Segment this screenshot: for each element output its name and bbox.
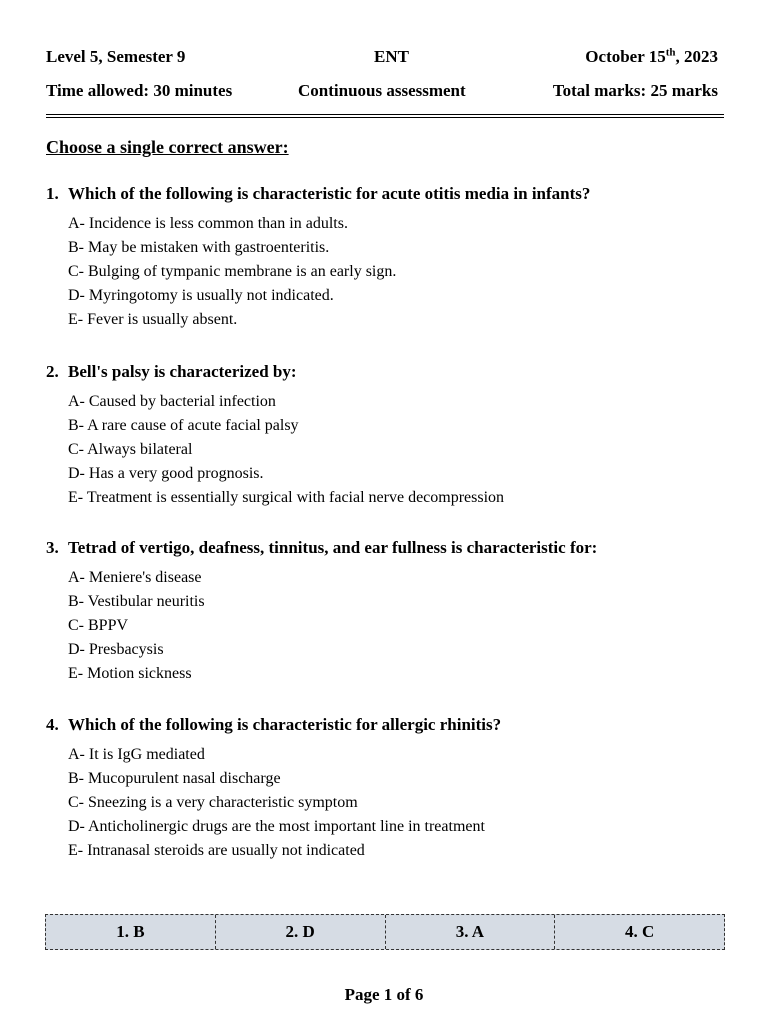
- option-c: C- Always bilateral: [68, 441, 193, 458]
- question-stem: Tetrad of vertigo, deafness, tinnitus, and ear fullness is characteristic for:: [68, 538, 598, 557]
- question-stem: Bell's palsy is characterized by:: [68, 362, 297, 381]
- option-d: D- Myringotomy is usually not indicated.: [68, 287, 334, 304]
- total-marks: Total marks: 25 marks: [552, 81, 718, 100]
- header-divider-top: [46, 114, 724, 115]
- date-suffix: , 2023: [675, 47, 718, 66]
- option-c: C- Sneezing is a very characteristic symptom: [68, 794, 358, 811]
- question-4: [46, 715, 736, 864]
- option-list: [68, 213, 736, 333]
- answer-key-table: [45, 914, 725, 950]
- question-text: [46, 184, 736, 204]
- subject-title: ENT: [374, 47, 409, 66]
- option-a: A- Meniere's disease: [68, 569, 202, 586]
- option-a: A- Caused by bacterial infection: [68, 393, 276, 410]
- option-b: B- Vestibular neuritis: [68, 593, 205, 610]
- question-number: 2.: [46, 362, 59, 381]
- date-sup: th: [665, 46, 676, 59]
- option-b: B- Mucopurulent nasal discharge: [68, 770, 281, 787]
- header-divider-bottom: [46, 117, 724, 118]
- question-3: [46, 538, 736, 687]
- option-c: C- BPPV: [68, 617, 129, 634]
- question-number: 1.: [46, 184, 59, 203]
- answer-cell: 4. C: [624, 922, 655, 941]
- instruction: Choose a single correct answer:: [46, 137, 289, 157]
- question-text: [46, 362, 736, 382]
- option-list: [68, 391, 736, 511]
- date-prefix: October 15: [585, 47, 666, 66]
- question-stem: Which of the following is characteristic for acute otitis media in infants?: [68, 184, 591, 203]
- option-e: E- Intranasal steroids are usually not indicated: [68, 842, 365, 859]
- option-e: E- Treatment is essentially surgical with facial nerve decompression: [68, 489, 505, 506]
- option-b: B- May be mistaken with gastroenteritis.: [68, 239, 330, 256]
- option-d: D- Has a very good prognosis.: [68, 465, 264, 482]
- answer-cell: 1. B: [46, 915, 216, 949]
- page-number: Page 1 of 6: [344, 985, 424, 1004]
- option-d: D- Presbacysis: [68, 641, 164, 658]
- header-row-2: [46, 81, 718, 101]
- option-list: [68, 567, 736, 687]
- option-list: [68, 744, 736, 864]
- question-stem: Which of the following is characteristic for allergic rhinitis?: [68, 715, 502, 734]
- question-text: [46, 715, 736, 735]
- question-number: 3.: [46, 538, 59, 557]
- option-c: C- Bulging of tympanic membrane is an early sign.: [68, 263, 397, 280]
- option-a: A- It is IgG mediated: [68, 746, 205, 763]
- option-e: E- Fever is usually absent.: [68, 311, 238, 328]
- option-b: B- A rare cause of acute facial palsy: [68, 417, 299, 434]
- answer-cell: 2. D: [216, 915, 386, 949]
- assessment-type: Continuous assessment: [298, 81, 466, 100]
- level-semester: Level 5, Semester 9: [46, 47, 186, 66]
- question-number: 4.: [46, 715, 59, 734]
- answer-cell: 3. A: [386, 915, 556, 949]
- question-text: [46, 538, 736, 558]
- exam-date: [585, 47, 718, 67]
- header-row-1: [46, 47, 718, 67]
- option-d: D- Anticholinergic drugs are the most important line in treatment: [68, 818, 485, 835]
- question-1: [46, 184, 736, 333]
- time-allowed: Time allowed: 30 minutes: [46, 81, 233, 100]
- question-2: [46, 362, 736, 511]
- option-e: E- Motion sickness: [68, 665, 192, 682]
- option-a: A- Incidence is less common than in adults.: [68, 215, 348, 232]
